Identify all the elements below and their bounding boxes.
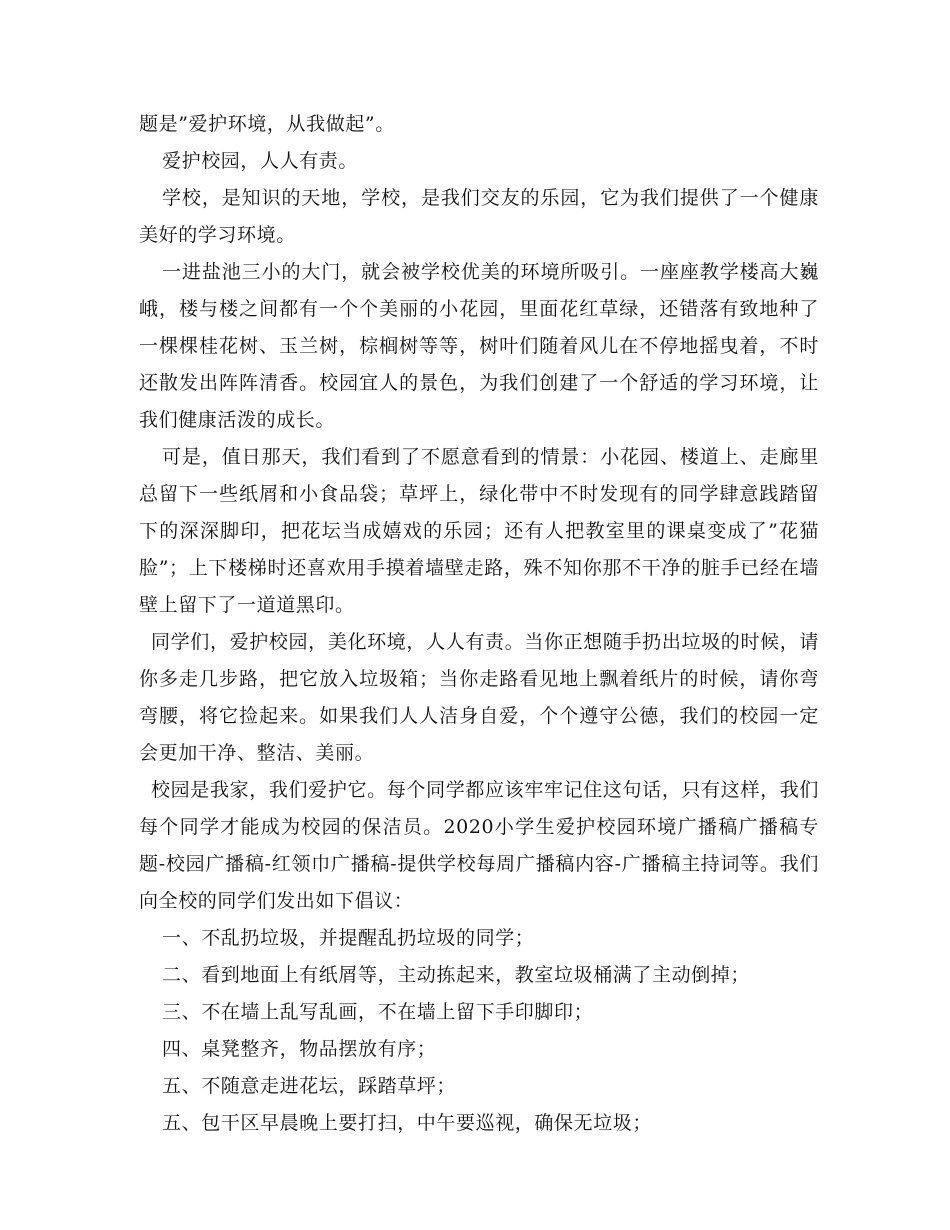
- paragraph-problems: 可是，值日那天，我们看到了不愿意看到的情景：小花园、楼道上、走廊里总留下一些纸屑和小食品袋；草坪上，绿化带中不时发现有的同学肆意践踏留下的深深脚印，把花坛当成嬉戏的乐园；还有人把教室里的课桌变成了”花猫脸”；上下楼梯时还喜欢用手摸着墙壁走路，殊不知你那不干净的脏手已经在墙壁上留下了一道道黑印。: [139, 446, 819, 616]
- paragraph-slogan: 爱护校园，人人有责。: [162, 150, 359, 172]
- paragraph-campus-scenery: 一进盐池三小的大门，就会被学校优美的环境所吸引。一座座教学楼高大巍峨，楼与楼之间都有一个个美丽的小花园，里面花红草绿，还错落有致地种了一棵棵桂花树、玉兰树，棕榈树等等，树叶们随着风儿在不停地摇曳着，不时还散发出阵阵清香。校园宜人的景色，为我们创建了一个舒适的学习环境，让我们健康活泼的成长。: [139, 261, 819, 431]
- paragraph-proposal-intro: 校园是我家，我们爱护它。每个同学都应该牢牢记住这句话，只有这样，我们每个同学才能成为校园的保洁员。2020小学生爱护校园环境广播稿广播稿专题-校园广播稿-红领巾广播稿-提供学校每周广播稿内容-广播稿主持词等。我们向全校的同学们发出如下倡议：: [139, 779, 819, 912]
- proposal-item-6: 五、包干区早晨晚上要打扫，中午要巡视，确保无垃圾；: [162, 1112, 653, 1134]
- proposal-item-3: 三、不在墙上乱写乱画，不在墙上留下手印脚印；: [162, 1001, 594, 1023]
- paragraph-call-to-action: 同学们，爱护校园，美化环境，人人有责。当你正想随手扔出垃圾的时候，请你多走几步路，把它放入垃圾箱；当你走路看见地上飘着纸片的时候，请你弯弯腰，将它捡起来。如果我们人人洁身自爱，个个遵守公德，我们的校园一定会更加干净、整洁、美丽。: [139, 631, 819, 764]
- paragraph-topic-line: 题是”爱护环境，从我做起”。: [139, 113, 395, 135]
- proposal-item-1: 一、不乱扔垃圾，并提醒乱扔垃圾的同学；: [162, 927, 535, 949]
- proposal-item-2: 二、看到地面上有纸屑等，主动拣起来，教室垃圾桶满了主动倒掉；: [162, 964, 751, 986]
- paragraph-school-intro: 学校，是知识的天地，学校，是我们交友的乐园，它为我们提供了一个健康美好的学习环境。: [139, 187, 819, 246]
- proposal-item-4: 四、桌凳整齐，物品摆放有序；: [162, 1038, 437, 1060]
- proposal-item-5: 五、不随意走进花坛，踩踏草坪；: [162, 1075, 457, 1097]
- document-page: [139, 106, 819, 1142]
